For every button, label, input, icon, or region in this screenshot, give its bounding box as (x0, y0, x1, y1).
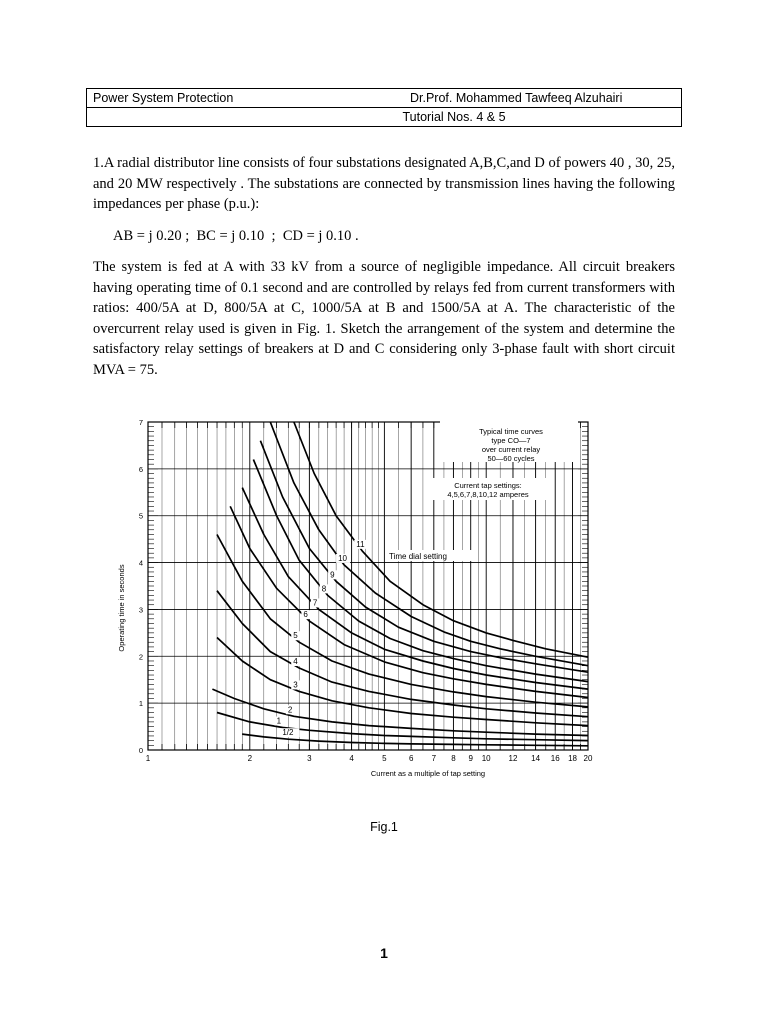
curve-label-10: 10 (338, 553, 347, 563)
course-title: Power System Protection (93, 91, 234, 105)
curve-label-3: 3 (293, 680, 298, 690)
curve-label-11: 11 (356, 539, 365, 549)
problem-paragraph-2: The system is fed at A with 33 kV from a source of negligible impedance. All circuit breakers having operating time of 0.1 second and are controlled by relays fed from current transformers with ratios: 400/5A at D, 800/5A at C, 1000/5A at B and 1500/5A at A. The characteristic of the overcurrent relay used is given in Fig. 1. Sketch the arrangement of the system and determine the satisfactory relay settings of breakers at D and C considering only 3-phase fault with short circuit MVA = 75. (93, 259, 675, 378)
figure-caption: Fig.1 (370, 820, 398, 834)
y-axis-label: Operating time in seconds (117, 564, 126, 652)
tap-settings-values: 4,5,6,7,8,10,12 amperes (447, 490, 529, 499)
y-tick-label: 5 (138, 511, 143, 521)
y-tick-label: 4 (138, 558, 143, 568)
legend-line-4: 50—60 cycles (487, 454, 535, 463)
curve-label-4: 4 (293, 657, 298, 666)
author-name: Dr.Prof. Mohammed Tawfeeq Alzuhairi (410, 91, 623, 105)
y-tick-label: 2 (138, 652, 143, 662)
x-tick-label: 7 (431, 754, 437, 763)
x-axis-label: Current as a multiple of tap setting (370, 769, 486, 778)
header-row-bottom (87, 107, 681, 126)
y-tick-label: 6 (138, 464, 143, 474)
relay-time-curve-chart (110, 412, 610, 782)
x-tick-label: 3 (307, 754, 312, 763)
page-number: 1 (380, 945, 388, 961)
y-tick-label: 1 (138, 699, 143, 709)
x-tick-label: 2 (247, 754, 253, 763)
y-tick-label: 0 (138, 746, 143, 755)
curve-label-5: 5 (293, 631, 298, 641)
curve-label-1-2: 1/2 (282, 728, 294, 738)
time-dial-curve-1 (217, 713, 588, 741)
x-tick-label: 8 (451, 754, 456, 763)
legend-line-3: over current relay (481, 445, 541, 454)
legend-line-1: Typical time curves (479, 427, 543, 436)
time-dial-title: Time dial setting (389, 552, 447, 561)
impedance-equation: AB = j 0.20 ; BC = j 0.10 ; CD = j 0.10 . (113, 228, 359, 244)
x-tick-label: 20 (583, 754, 593, 763)
time-dial-curve-6 (230, 506, 588, 697)
legend-line-2: type CO—7 (491, 436, 531, 445)
y-tick-label: 7 (138, 418, 143, 427)
y-tick-label: 3 (138, 605, 143, 615)
header-row-top (87, 89, 681, 107)
curve-label-2: 2 (287, 705, 293, 715)
x-tick-label: 9 (468, 754, 473, 763)
x-tick-label: 12 (508, 754, 518, 763)
header-table (86, 88, 682, 127)
tutorial-title: Tutorial Nos. 4 & 5 (402, 110, 506, 124)
x-tick-label: 18 (568, 754, 577, 763)
x-tick-label: 5 (382, 754, 387, 763)
tap-settings-title: Current tap settings: (454, 481, 522, 490)
time-dial-curves (212, 422, 588, 746)
curve-label-1: 1 (276, 716, 282, 726)
curve-label-6: 6 (303, 610, 308, 620)
x-tick-label: 14 (531, 754, 541, 763)
curve-label-7: 7 (312, 598, 318, 608)
problem-paragraph-1: 1.A radial distributor line consists of four substations designated A,B,C,and D of powers 40 , 30, 25, and 20 MW respectively . The substations are connected by transmission lines having the following impedances per phase (p.u.): (93, 155, 675, 212)
x-tick-label: 1 (145, 754, 151, 763)
curve-label-8: 8 (321, 584, 327, 594)
x-tick-label: 10 (481, 754, 491, 763)
curve-label-9: 9 (330, 570, 335, 580)
x-tick-label: 16 (550, 754, 560, 763)
relay-characteristic-figure (110, 412, 610, 782)
x-tick-label: 4 (349, 754, 354, 763)
x-tick-label: 6 (408, 754, 414, 763)
